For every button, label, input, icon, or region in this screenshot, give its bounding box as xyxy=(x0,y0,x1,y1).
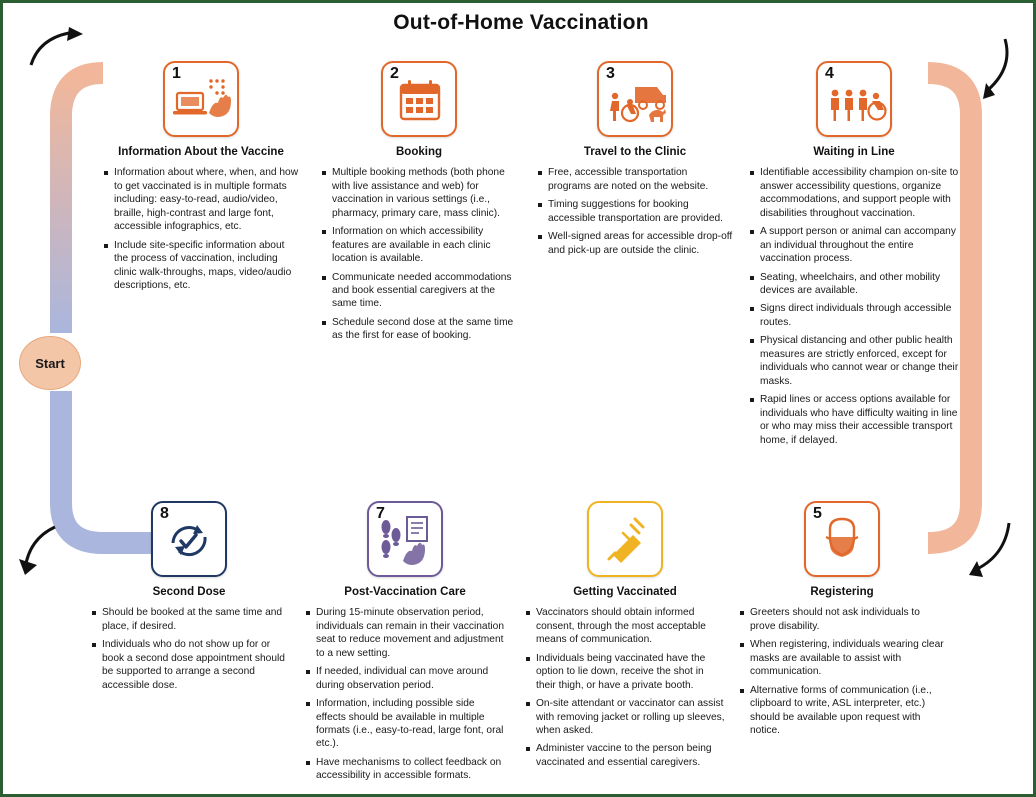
step-4-number: 4 xyxy=(825,65,834,82)
step-4-bullets xyxy=(749,166,959,447)
step-7-number: 7 xyxy=(376,505,385,522)
step-5-bullets xyxy=(739,606,945,737)
list-item: When registering, individuals wearing clear masks are available to assist with communication. xyxy=(739,638,945,678)
step-2-icon-box xyxy=(381,61,457,137)
start-label: Start xyxy=(35,355,65,371)
footprints-document-handwashing-icon xyxy=(369,503,441,575)
list-item: Multiple booking methods (both phone with live assistance and web) for vaccination in various settings (i.e., pharmacy, primary care, mass clinic). xyxy=(321,166,517,220)
step-8-icon-box xyxy=(151,501,227,577)
people-queue-wheelchair-icon xyxy=(818,63,890,135)
calendar-icon xyxy=(383,63,455,135)
list-item: Timing suggestions for booking accessible transportation are provided. xyxy=(537,198,733,225)
list-item: Identifiable accessibility champion on-site to answer accessibility questions, organize accommodations, and support people with disabilities throughout vaccination. xyxy=(749,166,959,220)
step-1-icon-box xyxy=(163,61,239,137)
list-item: Include site-specific information about the process of vaccination, including clinic walk-throughs, maps, video/audio descriptions, etc. xyxy=(103,239,299,293)
step-6-title: Getting Vaccinated xyxy=(573,586,677,598)
step-2-number: 2 xyxy=(390,65,399,82)
step-4-icon-box xyxy=(816,61,892,137)
step-8-bullets xyxy=(91,606,287,692)
step-7-icon-box xyxy=(367,501,443,577)
start-badge xyxy=(19,336,81,390)
list-item: Free, accessible transportation programs are noted on the website. xyxy=(537,166,733,193)
list-item: Rapid lines or access options available for individuals who have difficulty waiting in line or who may miss their accessible transport home, if delayed. xyxy=(749,393,959,447)
step-6-icon-box xyxy=(587,501,663,577)
list-item: Physical distancing and other public health measures are strictly enforced, except for individuals who cannot wear or change their masks. xyxy=(749,334,959,388)
car-wheelchair-guide-dog-icon xyxy=(599,63,671,135)
step-6-bullets xyxy=(525,606,725,769)
step-1-number: 1 xyxy=(172,65,181,82)
syringe-icon xyxy=(589,503,661,575)
list-item: Administer vaccine to the person being vaccinated and essential caregivers. xyxy=(525,742,725,769)
list-item: A support person or animal can accompany an individual throughout the entire vaccination process. xyxy=(749,225,959,265)
person-with-mask-icon xyxy=(806,503,878,575)
list-item: Individuals who do not show up for or book a second dose appointment should be supported to arrange a second accessible dose. xyxy=(91,638,287,692)
step-3-icon-box xyxy=(597,61,673,137)
laptop-handwashing-braille-icon xyxy=(165,63,237,135)
step-2-title: Booking xyxy=(396,146,442,158)
list-item: If needed, individual can move around during observation period. xyxy=(305,665,505,692)
step-5 xyxy=(739,501,945,742)
step-7-title: Post-Vaccination Care xyxy=(344,586,466,598)
list-item: Vaccinators should obtain informed consent, through the most acceptable means of communication. xyxy=(525,606,725,646)
list-item: Schedule second dose at the same time as the first for ease of booking. xyxy=(321,316,517,343)
step-6 xyxy=(525,501,725,774)
list-item: During 15-minute observation period, individuals can remain in their vaccination seat to reduce movement and adjustment to a new setting. xyxy=(305,606,505,660)
step-5-number: 5 xyxy=(813,505,822,522)
page-title: Out-of-Home Vaccination xyxy=(393,11,649,34)
step-5-icon-box xyxy=(804,501,880,577)
step-8-title: Second Dose xyxy=(152,586,226,598)
list-item: Information, including possible side effects should be available in multiple formats (i.e., easy-to-read, large font, oral etc.). xyxy=(305,697,505,751)
step-4-title: Waiting in Line xyxy=(813,146,895,158)
list-item: Signs direct individuals through accessible routes. xyxy=(749,302,959,329)
step-5-title: Registering xyxy=(810,586,874,598)
step-1 xyxy=(103,61,299,297)
step-3 xyxy=(537,61,733,262)
list-item: Information about where, when, and how to get vaccinated is in multiple formats including: easy-to-read, audio/video, braille, high-contrast and large font, accessible infographics, etc. xyxy=(103,166,299,233)
list-item: Seating, wheelchairs, and other mobility devices are available. xyxy=(749,271,959,298)
step-2-bullets xyxy=(321,166,517,342)
list-item: On-site attendant or vaccinator can assist with removing jacket or rolling up sleeves, when asked. xyxy=(525,697,725,737)
step-7-bullets xyxy=(305,606,505,782)
step-3-number: 3 xyxy=(606,65,615,82)
step-8 xyxy=(91,501,287,697)
list-item: Greeters should not ask individuals to prove disability. xyxy=(739,606,945,633)
repeat-check-arrows-icon xyxy=(153,503,225,575)
list-item: Well-signed areas for accessible drop-off and pick-up are outside the clinic. xyxy=(537,230,733,257)
step-4 xyxy=(749,61,959,452)
list-item: Individuals being vaccinated have the option to lie down, receive the shot in their thigh, or have a private booth. xyxy=(525,652,725,692)
step-1-title: Information About the Vaccine xyxy=(118,146,284,158)
step-2 xyxy=(321,61,517,348)
list-item: Have mechanisms to collect feedback on accessibility in accessible formats. xyxy=(305,756,505,783)
step-1-bullets xyxy=(103,166,299,292)
step-3-bullets xyxy=(537,166,733,257)
step-7 xyxy=(305,501,505,788)
list-item: Communicate needed accommodations and book essential caregivers at the same time. xyxy=(321,271,517,311)
step-8-number: 8 xyxy=(160,505,169,522)
step-3-title: Travel to the Clinic xyxy=(583,146,687,158)
list-item: Information on which accessibility features are available in each clinic location is available. xyxy=(321,225,517,265)
list-item: Alternative forms of communication (i.e., clipboard to write, ASL interpreter, etc.) should be available upon request with notice. xyxy=(739,684,945,738)
list-item: Should be booked at the same time and place, if desired. xyxy=(91,606,287,633)
